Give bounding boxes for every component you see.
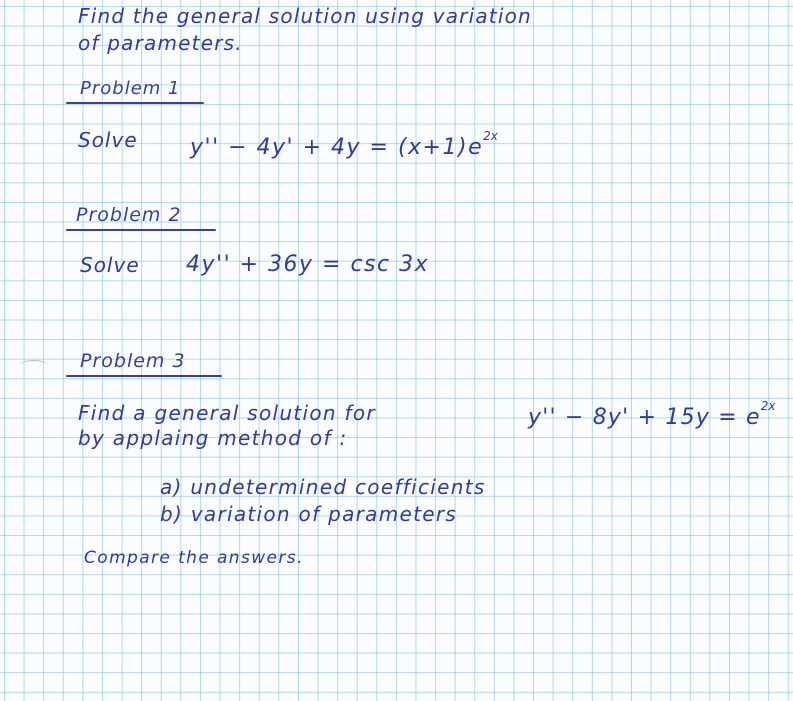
- problem-3-underline: [66, 375, 222, 377]
- problem-1-exponent: 2x: [483, 129, 498, 143]
- problem-2-equation: 4y'' + 36y = csc 3x: [186, 252, 430, 277]
- intro-line-2: of parameters.: [78, 31, 243, 55]
- problem-3-equation: [528, 400, 776, 429]
- problem-3-option-b: b) variation of parameters: [160, 502, 458, 526]
- problem-2-underline: [66, 229, 216, 231]
- intro-line-1: Find the general solution using variation: [78, 4, 532, 28]
- problem-3-exponent: 2x: [760, 399, 776, 413]
- problem-3-line-1: Find a general solution for: [78, 401, 376, 425]
- problem-1-heading: Problem 1: [80, 78, 181, 99]
- problem-2-heading: Problem 2: [76, 204, 182, 226]
- problem-1-solve-label: Solve: [78, 128, 138, 152]
- problem-1-underline: [66, 102, 204, 104]
- scan-smudge: [20, 360, 48, 371]
- problem-3-line-2: by applaing method of :: [78, 426, 348, 450]
- problem-3-closing: Compare the answers.: [84, 548, 304, 568]
- problem-3-equation-body: y'' − 8y' + 15y = e: [528, 405, 761, 430]
- problem-3-heading: Problem 3: [80, 350, 186, 372]
- problem-2-solve-label: Solve: [80, 253, 140, 277]
- problem-1-equation-body: y'' − 4y' + 4y = (x+1)e: [190, 135, 484, 160]
- problem-1-equation: [190, 130, 498, 159]
- problem-3-option-a: a) undetermined coefficients: [160, 475, 486, 499]
